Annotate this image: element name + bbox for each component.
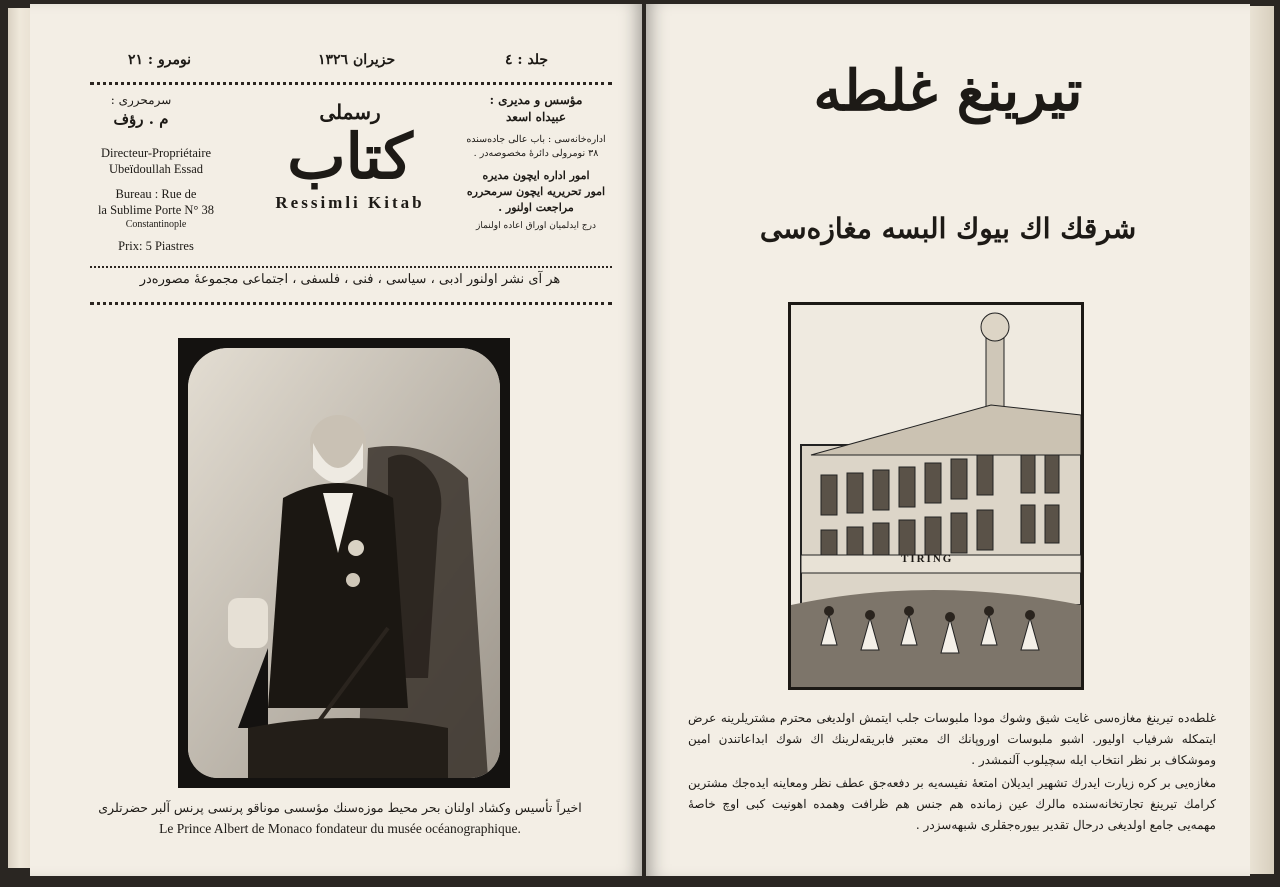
admin-line-1: امور اداره ایچون مدیره <box>482 169 590 183</box>
advert-paragraph-2: مغازه‌یی بر کره زیارت ایدرك تشهیر ایدیلان امتعهٔ نفیسه‌یه بر دفعه‌جق عطف نظر ومعاینه ایده‌جك مشترین کرامك تیرینغ تجارتخانه‌سنده مالرك عین زمانده هم جنس هم ظرافت وهمده اهونیت کبی اوچ خاصهٔ مهمه‌یی جامع اولدیغی درحال تقدیر بیوره‌جقلری شبهه‌سزدر . <box>688 776 1216 832</box>
bureau-line-1: Bureau : Rue de <box>115 187 197 202</box>
director-name: Ubeïdoullah Essad <box>108 161 204 176</box>
advert-title: تیرینغ غلطه <box>813 58 1083 124</box>
masthead-title: کتاب <box>287 120 413 193</box>
subjects-divider-top <box>90 266 612 268</box>
admin-line-3: مراجعت اولنور . <box>498 201 574 215</box>
advert-paragraph-1: غلطه‌ده تیرینغ مغازه‌سی غایت شیق وشوك مودا ملبوسات جلب ایتمش اولدیغی محترم مشتریلرینه عرض ایتمکله شرفیاب اولیور. اشبو ملبوسات اوروپانك اك معتبر فابریقه‌لرینك اك شوك ابداعاتندن امین وموشکاف بر نظر انتخاب ایله سچیلوب آلنمشدر . <box>688 711 1216 767</box>
admin-line-2: امور تحریریه ایچون سرمحرره <box>466 185 606 199</box>
founder-name: عبیداه اسعد <box>506 110 566 125</box>
return-note: درج ایدلمیان اوراق اعاده اولنماز <box>476 221 596 232</box>
bureau-line-2: la Sublime Porte N° 38 <box>97 202 215 217</box>
portrait-photo-frame <box>178 338 510 788</box>
volume-number: جلد : ٤ <box>505 52 549 68</box>
address-line-2: ٣٨ نومرولی دائرۀ مخصوصه‌در . <box>473 147 599 159</box>
portrait-photo <box>188 348 500 778</box>
editor-label: سرمحرری : <box>110 93 172 107</box>
photo-caption-ottoman: اخیراً تأسیس وکشاد اولنان بحر محیط موزه‌سنك مؤسسی موناقو پرنسی پرنس آلبر حضرتلری <box>98 800 582 815</box>
advert-subtitle: شرقك اك بیوك البسه مغازه‌سی <box>759 212 1137 245</box>
price: Prix: 5 Piastres <box>118 239 194 253</box>
masthead-small: رسملی <box>319 100 381 124</box>
store-sign: TIRING <box>901 553 954 565</box>
issue-number: نومرو : ٢١ <box>128 52 192 68</box>
editor-block <box>86 92 196 131</box>
advert-body <box>688 708 1216 838</box>
subjects-divider-bottom <box>90 302 612 305</box>
subjects-line: هر آی نشر اولنور ادبی ، سیاسی ، فنی ، فلسفی ، اجتماعی مجموعهٔ مصوره‌در <box>139 272 561 287</box>
masthead <box>230 100 470 213</box>
founder-label: مؤسس و مدیری : <box>489 93 583 107</box>
store-building-illustration <box>788 302 1084 690</box>
address-line-1: اداره‌خانه‌سی : باب عالی جاده‌سنده <box>466 133 606 145</box>
photo-caption-french: Le Prince Albert de Monaco fondateur du musée océanographique. <box>159 821 521 836</box>
masthead-latin: Ressimli Kitab <box>275 193 425 213</box>
header-divider-top <box>90 82 612 85</box>
page-edge-right <box>1250 6 1274 874</box>
director-title: Directeur-Propriétaire <box>100 146 212 160</box>
founder-block <box>460 92 612 233</box>
director-block <box>76 146 236 255</box>
city: Constantinople <box>125 218 187 230</box>
issue-date: حزیران ١٣٢٦ <box>318 52 396 68</box>
editor-name: م . رؤف <box>113 110 169 129</box>
